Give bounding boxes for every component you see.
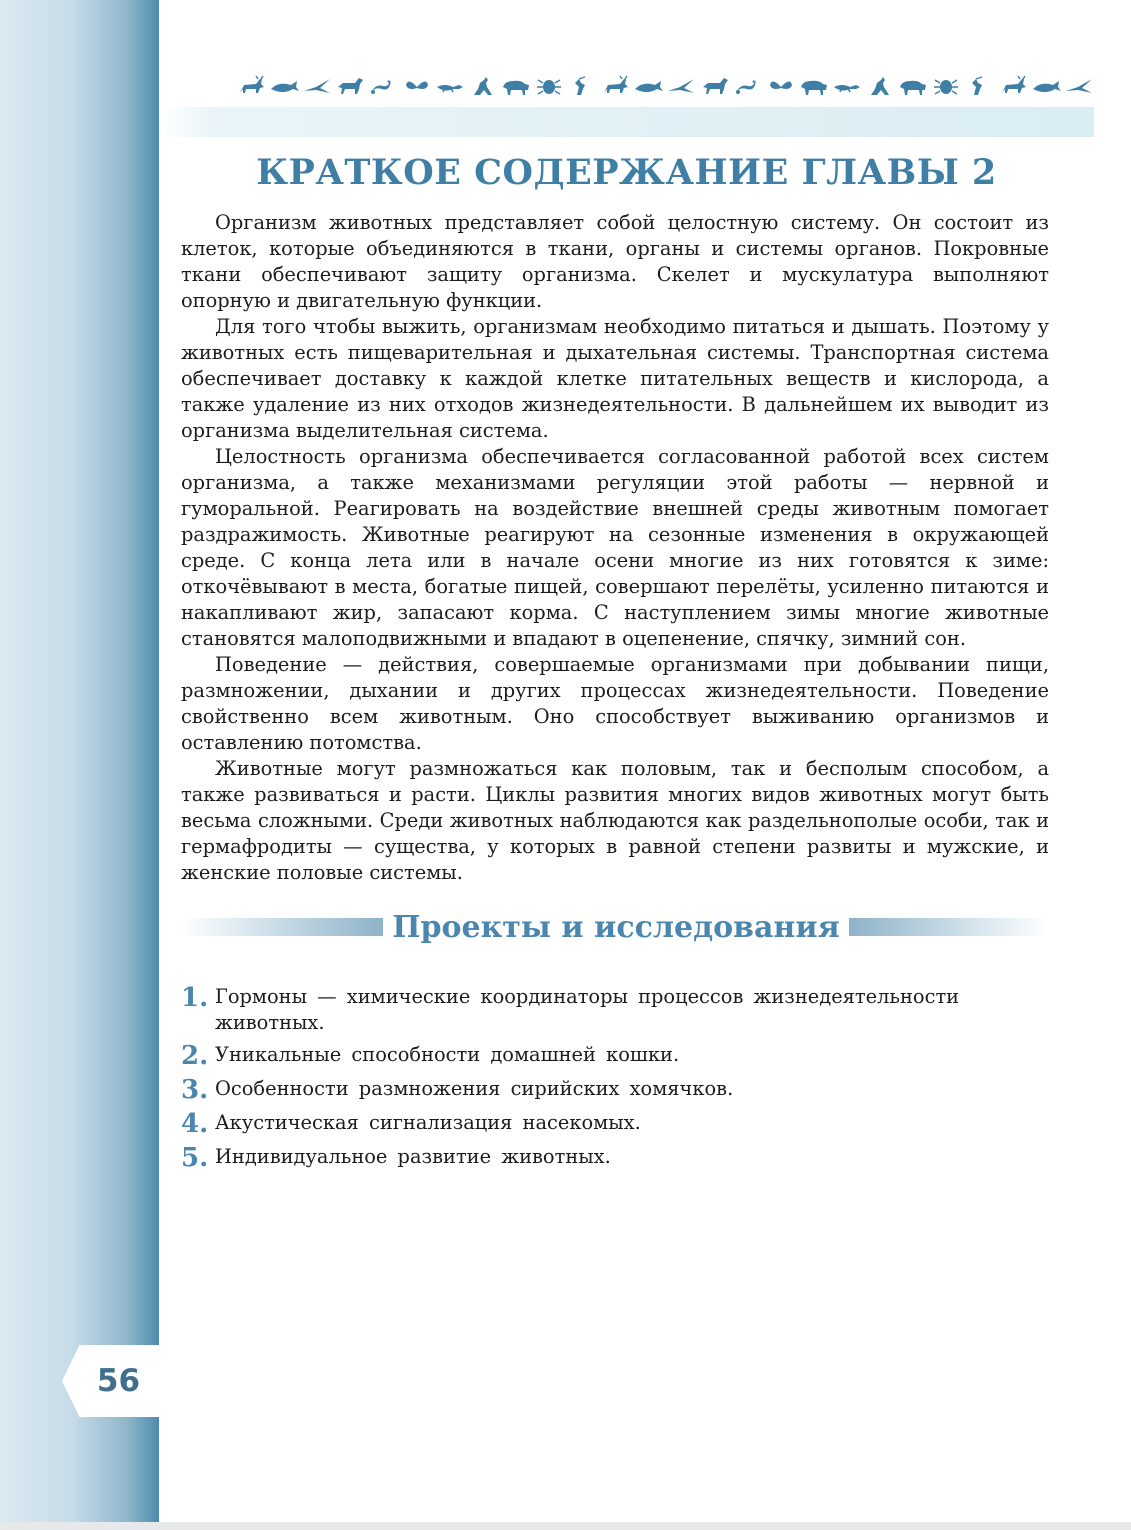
project-text: Акустическая сигнализация насекомых. xyxy=(215,1111,641,1134)
summary-paragraph: Целостность организма обеспечивается согласованной работой всех систем организма, а также механизмами регуляции этой работы — нервной и гуморальной. Реагировать на воздействие внешней среды животным помогает раздражимость. Животные реагируют на сезонные изменения в окружающей среде. С конца лета или в начале осени многие из них готовятся к зиме: откочёвывают в места, богатые пищей, совершают перелёты, усиленно питаются и накапливают жир, запасают корма. С наступлением зимы многие животные становятся малоподвижными и впадают в оцепенение, спячку, зимний сон. xyxy=(181,445,1049,650)
projects-title: Проекты и исследования xyxy=(392,910,840,945)
bird-icon xyxy=(302,75,332,97)
bison-icon xyxy=(501,75,531,97)
project-item xyxy=(181,984,1049,1036)
chapter-title: КРАТКОЕ СОДЕРЖАНИЕ ГЛАВЫ 2 xyxy=(256,152,997,193)
project-text: Индивидуальное развитие животных. xyxy=(215,1145,611,1168)
kangaroo-icon xyxy=(865,75,895,97)
page-number: 56 xyxy=(96,1363,141,1399)
deer-icon xyxy=(998,75,1028,97)
project-number: 3. xyxy=(181,1075,209,1105)
beetle-icon xyxy=(534,75,564,97)
page-bottom-strip xyxy=(0,1522,1131,1530)
bird-icon xyxy=(666,75,696,97)
project-number: 1. xyxy=(181,983,209,1013)
butterfly-icon xyxy=(766,75,796,97)
side-band xyxy=(0,0,159,1522)
summary-paragraph: Организм животных представляет собой целостную систему. Он состоит из клеток, которые объединяются в ткани, органы и системы органов. Покровные ткани обеспечивают защиту организма. Скелет и мускулатура выполняют опорную и двигательную функции. xyxy=(181,211,1049,312)
heron-icon xyxy=(567,75,597,97)
projects-header-bar-right xyxy=(849,918,1049,936)
scorpion-icon xyxy=(368,75,398,97)
whale-icon xyxy=(269,75,299,97)
heron-icon xyxy=(964,75,994,97)
summary-paragraph: Животные могут размножаться как половым, так и бесполым способом, а также развиваться и расти. Циклы развития многих видов животных могут быть весьма сложными. Среди животных наблюдаются как раздельнополые особи, так и гермафродиты — существа, у которых в равной степени развиты и мужские, и женские половые системы. xyxy=(181,757,1049,884)
project-item xyxy=(181,1110,1049,1138)
summary-paragraph: Для того чтобы выжить, организмам необходимо питаться и дышать. Поэтому у животных есть пищеварительная и дыхательная системы. Транспортная система обеспечивает доставку к каждой клетке питательных веществ и кислорода, а также удаление из них отходов жизнедеятельности. В дальнейшем их выводит из организма выделительная система. xyxy=(181,315,1049,442)
horse-icon xyxy=(700,75,730,97)
lizard-icon xyxy=(832,75,862,97)
project-number: 4. xyxy=(181,1109,209,1139)
deer-icon xyxy=(600,75,630,97)
project-text: Уникальные способности домашней кошки. xyxy=(215,1043,680,1066)
project-item xyxy=(181,1144,1049,1172)
project-text: Особенности размножения сирийских хомячков. xyxy=(215,1077,734,1100)
header-bar xyxy=(159,107,1094,137)
bird-icon xyxy=(1064,75,1094,97)
animal-strip xyxy=(236,72,1094,100)
deer-icon xyxy=(236,75,266,97)
projects-header-bar-left xyxy=(181,918,383,936)
project-item xyxy=(181,1042,1049,1070)
whale-icon xyxy=(1031,75,1061,97)
bison-icon xyxy=(799,75,829,97)
butterfly-icon xyxy=(402,75,432,97)
chapter-summary xyxy=(181,210,1049,886)
project-item xyxy=(181,1076,1049,1104)
bison-icon xyxy=(898,75,928,97)
kangaroo-icon xyxy=(468,75,498,97)
projects-list xyxy=(181,984,1049,1178)
scorpion-icon xyxy=(733,75,763,97)
whale-icon xyxy=(633,75,663,97)
project-number: 2. xyxy=(181,1041,209,1071)
beetle-icon xyxy=(931,75,961,97)
summary-paragraph: Поведение — действия, совершаемые организмами при добывании пищи, размножении, дыхании и других процессах жизнедеятельности. Поведение свойственно всем животным. Оно способствует выживанию организмов и оставлению потомства. xyxy=(181,653,1049,754)
project-text: Гормоны — химические координаторы процессов жизнедеятельности животных. xyxy=(215,985,960,1034)
project-number: 5. xyxy=(181,1143,209,1173)
projects-header xyxy=(181,906,1049,950)
lizard-icon xyxy=(435,75,465,97)
horse-icon xyxy=(335,75,365,97)
